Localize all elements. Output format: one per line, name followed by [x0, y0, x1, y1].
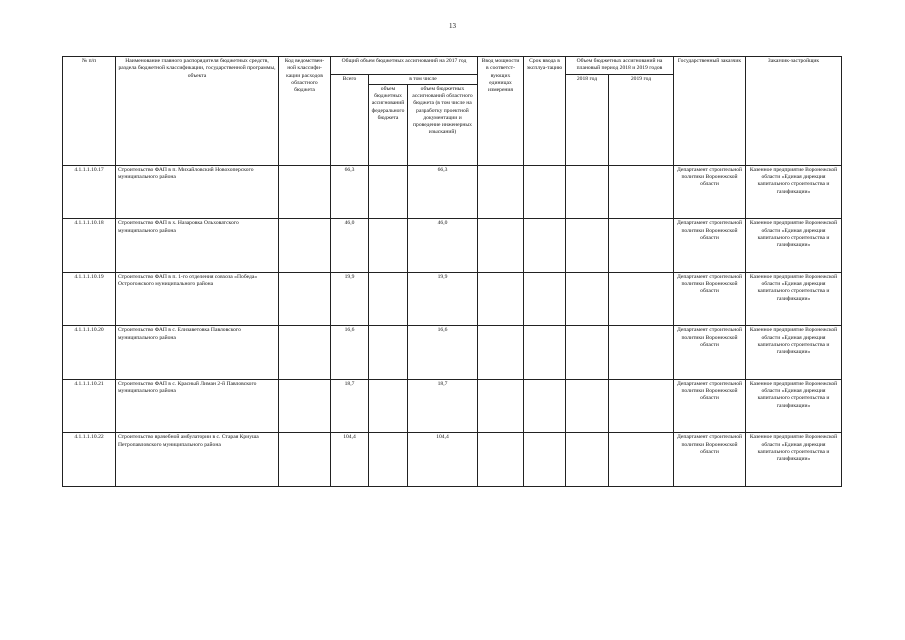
row-capacity	[478, 165, 524, 219]
row-regional: 66,3	[408, 165, 478, 219]
row-total: 16,6	[331, 326, 369, 380]
row-federal	[369, 326, 408, 380]
row-code	[279, 165, 331, 219]
header-code: Код ведомствен-ной классифи-кации расходов областного бюджета	[279, 57, 331, 166]
row-num: 4.1.1.1.10.19	[63, 272, 116, 326]
header-2019: 2019 год	[609, 74, 674, 165]
row-deadline	[524, 219, 566, 273]
row-federal	[369, 379, 408, 433]
header-federal: объем бюджетных ассигнований федерального бюджета	[369, 84, 408, 165]
row-developer: Казенное предприятие Воронежской области «Единая дирекция капитального строительства и газификации»	[746, 272, 842, 326]
row-regional: 104,4	[408, 433, 478, 487]
table-row	[63, 326, 842, 380]
row-regional: 46,0	[408, 219, 478, 273]
row-name: Строительство ФАП в с. Красный Лиман 2-й Павловского муниципального района	[116, 379, 279, 433]
row-num: 4.1.1.1.10.21	[63, 379, 116, 433]
row-customer: Департамент строительной политики Воронежской области	[674, 379, 746, 433]
row-total: 46,0	[331, 219, 369, 273]
table-row	[63, 165, 842, 219]
header-capacity: Ввод мощности в соответст-вующих единицах измерения	[478, 57, 524, 166]
row-regional: 18,7	[408, 379, 478, 433]
row-capacity	[478, 219, 524, 273]
row-code	[279, 326, 331, 380]
header-deadline: Срок ввода в эксплуа-тацию	[524, 57, 566, 166]
row-name: Строительство ФАП в х. Назаровка Ольховатского муниципального района	[116, 219, 279, 273]
row-name: Строительство ФАП в с. Елизаветовка Павловского муниципального района	[116, 326, 279, 380]
table-row	[63, 272, 842, 326]
header-customer: Государственный заказчик	[674, 57, 746, 166]
table-row	[63, 433, 842, 487]
row-customer: Департамент строительной политики Воронежской области	[674, 219, 746, 273]
table-row	[63, 379, 842, 433]
row-developer: Казенное предприятие Воронежской области «Единая дирекция капитального строительства и газификации»	[746, 326, 842, 380]
header-num: № п/п	[63, 57, 116, 166]
header-total: Всего	[331, 74, 369, 165]
row-2019	[609, 433, 674, 487]
row-capacity	[478, 379, 524, 433]
row-2019	[609, 219, 674, 273]
row-name: Строительство ФАП в п. Михайловский Новохоперского муниципального района	[116, 165, 279, 219]
row-2019	[609, 379, 674, 433]
row-num: 4.1.1.1.10.17	[63, 165, 116, 219]
row-federal	[369, 272, 408, 326]
row-regional: 16,6	[408, 326, 478, 380]
row-deadline	[524, 326, 566, 380]
row-code	[279, 379, 331, 433]
row-code	[279, 219, 331, 273]
row-capacity	[478, 326, 524, 380]
row-num: 4.1.1.1.10.22	[63, 433, 116, 487]
row-num: 4.1.1.1.10.20	[63, 326, 116, 380]
row-customer: Департамент строительной политики Воронежской области	[674, 272, 746, 326]
row-developer: Казенное предприятие Воронежской области «Единая дирекция капитального строительства и газификации»	[746, 219, 842, 273]
header-including: в том числе	[369, 74, 478, 84]
row-capacity	[478, 433, 524, 487]
row-2019	[609, 326, 674, 380]
row-num: 4.1.1.1.10.18	[63, 219, 116, 273]
header-name: Наименование главного распорядителя бюджетных средств, раздела бюджетной классификации, государственной программы, объекта	[116, 57, 279, 166]
row-federal	[369, 219, 408, 273]
row-2018	[566, 326, 609, 380]
header-planned-group: Объем бюджетных ассигнований на плановый период 2018 и 2019 годов	[566, 57, 674, 75]
row-developer: Казенное предприятие Воронежской области «Единая дирекция капитального строительства и газификации»	[746, 379, 842, 433]
row-name: Строительство ФАП в п. 1-го отделения совхоза «Победа» Острогожского муниципального района	[116, 272, 279, 326]
page-number: 13	[449, 22, 456, 30]
row-2019	[609, 165, 674, 219]
row-total: 66,3	[331, 165, 369, 219]
row-customer: Департамент строительной политики Воронежской области	[674, 165, 746, 219]
row-total: 19,9	[331, 272, 369, 326]
row-2018	[566, 379, 609, 433]
row-name: Строительство врачебной амбулатории в с. Старая Криуша Петропавловского муниципального района	[116, 433, 279, 487]
row-customer: Департамент строительной политики Воронежской области	[674, 433, 746, 487]
row-2019	[609, 272, 674, 326]
row-regional: 19,9	[408, 272, 478, 326]
header-developer: Заказчик-застройщик	[746, 57, 842, 166]
row-2018	[566, 433, 609, 487]
row-deadline	[524, 433, 566, 487]
header-2018: 2018 год	[566, 74, 609, 165]
row-2018	[566, 219, 609, 273]
header-total-group: Общий объем бюджетных ассигнований на 2017 год	[331, 57, 478, 75]
row-developer: Казенное предприятие Воронежской области «Единая дирекция капитального строительства и газификации»	[746, 165, 842, 219]
row-total: 104,4	[331, 433, 369, 487]
row-capacity	[478, 272, 524, 326]
table-row	[63, 219, 842, 273]
header-regional: объем бюджетных ассигнований областного бюджета (в том числе на разработку проектной документации и проведение инженерных изысканий)	[408, 84, 478, 165]
row-2018	[566, 165, 609, 219]
row-total: 18,7	[331, 379, 369, 433]
budget-table	[62, 56, 842, 487]
row-federal	[369, 433, 408, 487]
row-code	[279, 272, 331, 326]
row-code	[279, 433, 331, 487]
row-developer: Казенное предприятие Воронежской области «Единая дирекция капитального строительства и газификации»	[746, 433, 842, 487]
row-2018	[566, 272, 609, 326]
row-customer: Департамент строительной политики Воронежской области	[674, 326, 746, 380]
row-deadline	[524, 165, 566, 219]
row-deadline	[524, 272, 566, 326]
row-deadline	[524, 379, 566, 433]
row-federal	[369, 165, 408, 219]
